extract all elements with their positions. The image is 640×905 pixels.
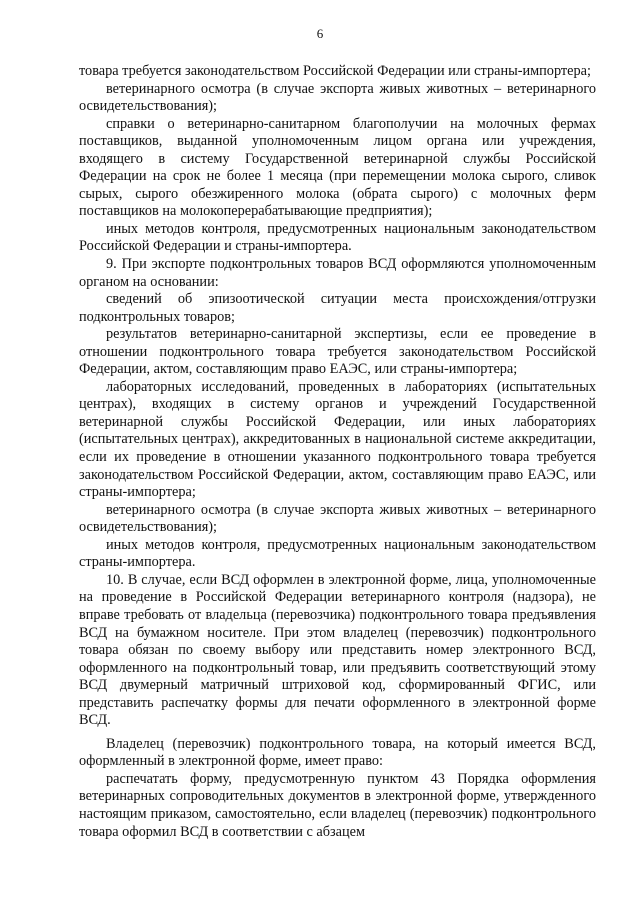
paragraph: ветеринарного осмотра (в случае экспорта живых животных – ветеринарного освидетельствования);: [79, 80, 596, 115]
paragraph-item-9: 9. При экспорте подконтрольных товаров ВСД оформляются уполномоченным органом на основании:: [79, 256, 596, 290]
paragraph: лабораторных исследований, проведенных в лабораториях (испытательных центрах), входящих в систему органов и учреждений Государственной ветеринарной службы Российской Федерации, или иных лабораториях (испытательных центрах), аккредитованных в национальной системе аккредитации, если их проведение в отношении указанного подконтрольного товара требуется законодательством Российской Федерации, актом, составляющим право ЕАЭС, или страны-импортера;: [79, 378, 596, 501]
page-number: 6: [316, 26, 324, 41]
paragraph-item-10: 10. В случае, если ВСД оформлен в электронной форме, лица, уполномоченные на проведение в Российской Федерации ветеринарного контроля (надзора), не вправе требовать от владельца (перевозчика) подконтрольного товара предъявления ВСД на бумажном носителе. При этом владелец (перевозчик) подконтрольного товара обязан по своему выбору или представить номер электронного ВСД, оформленного на подконтрольный товар, или предъявить соответствующий этому ВСД двумерный матричный штриховой код, сформированный ФГИС, или представить распечатку формы для печати оформленного в электронной форме ВСД.: [79, 571, 596, 729]
paragraph-continuation: товара требуется законодательством Российской Федерации или страны-импортера;: [79, 63, 591, 79]
paragraph: сведений об эпизоотической ситуации места происхождения/отгрузки подконтрольных товаров;: [79, 291, 596, 325]
document-body: [79, 63, 596, 841]
paragraph: результатов ветеринарно-санитарной экспертизы, если ее проведение в отношении подконтрольного товара требуется законодательством Российской Федерации, актом, составляющим право ЕАЭС, или страны-импортера;: [79, 326, 596, 378]
paragraph: распечатать форму, предусмотренную пунктом 43 Порядка оформления ветеринарных сопроводительных документов в электронной форме, утвержденного настоящим приказом, самостоятельно, если владелец (перевозчик) подконтрольного товара оформил ВСД в соответствии с абзацем: [79, 770, 596, 840]
paragraph: иных методов контроля, предусмотренных национальным законодательством страны-импортера.: [79, 536, 596, 571]
paragraph: иных методов контроля, предусмотренных национальным законодательством Российской Федерации и страны-импортера.: [79, 220, 596, 255]
paragraph: ветеринарного осмотра (в случае экспорта живых животных – ветеринарного освидетельствования);: [79, 501, 596, 536]
paragraph: Владелец (перевозчик) подконтрольного товара, на который имеется ВСД, оформленный в электронной форме, имеет право:: [79, 735, 596, 770]
paragraph: справки о ветеринарно-санитарном благополучии на молочных фермах поставщиков, выданной уполномоченным лицом органа или учреждения, входящего в систему Государственной ветеринарной службы Российской Федерации на срок не более 1 месяца (при перемещении молока сырого, сливок сырых, сырого обезжиренного молока (обрата сырого) с молочных ферм поставщиков на молокоперерабатывающие предприятия);: [79, 115, 596, 220]
